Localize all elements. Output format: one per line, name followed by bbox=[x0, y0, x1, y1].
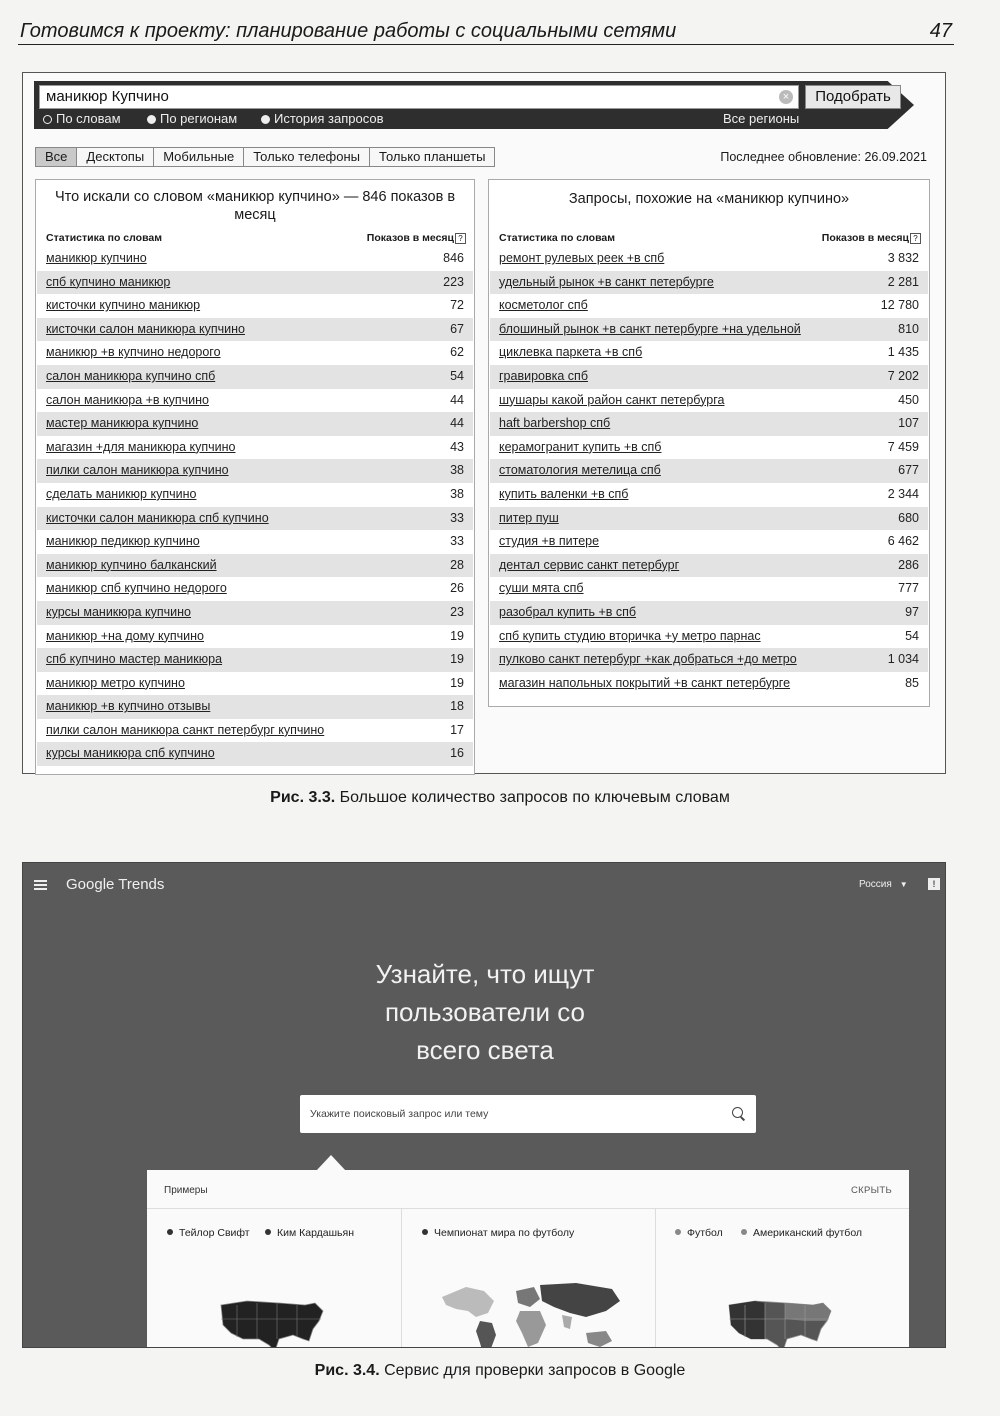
impressions-count: 85 bbox=[905, 675, 919, 690]
table-row bbox=[490, 436, 928, 460]
impressions-count: 7 459 bbox=[887, 439, 919, 454]
all-regions-link[interactable]: Все регионы bbox=[723, 111, 800, 126]
column-header-words: Статистика по словам bbox=[499, 232, 615, 244]
impressions-count: 67 bbox=[450, 321, 464, 336]
impressions-count: 38 bbox=[450, 463, 464, 478]
impressions-count: 54 bbox=[905, 628, 919, 643]
column-header-words: Статистика по словам bbox=[46, 232, 162, 244]
tab-phones-only[interactable]: Только телефоны bbox=[244, 147, 370, 167]
impressions-count: 44 bbox=[450, 392, 464, 407]
table-row bbox=[490, 577, 928, 601]
impressions-count: 223 bbox=[443, 274, 464, 289]
impressions-count: 43 bbox=[450, 439, 464, 454]
table-row bbox=[490, 625, 928, 649]
table-row bbox=[37, 507, 473, 531]
example-term: Ким Кардашьян bbox=[265, 1227, 354, 1239]
keyword-link[interactable]: haft barbershop спб bbox=[499, 416, 611, 431]
keyword-link[interactable]: курсы маникюра спб купчино bbox=[46, 746, 215, 761]
table-row bbox=[37, 318, 473, 342]
table-row bbox=[37, 601, 473, 625]
chapter-title: Готовимся к проекту: планирование работы с социальными сетями bbox=[20, 20, 677, 42]
table-row bbox=[37, 742, 473, 766]
table-row bbox=[490, 247, 928, 271]
table-row bbox=[490, 601, 928, 625]
google-trends-logo[interactable]: Google Trends bbox=[66, 876, 165, 893]
radio-icon bbox=[43, 115, 52, 124]
keyword-link[interactable]: курсы маникюра купчино bbox=[46, 604, 192, 619]
radio-by-regions[interactable]: По регионам bbox=[147, 111, 237, 127]
radio-icon bbox=[261, 115, 270, 124]
impressions-count: 23 bbox=[450, 604, 464, 619]
keyword-link[interactable]: шушары какой район санкт петербурга bbox=[499, 392, 725, 407]
tab-all[interactable]: Все bbox=[35, 147, 77, 167]
impressions-count: 846 bbox=[443, 251, 464, 265]
panel-title: Запросы, похожие на «маникюр купчино» bbox=[568, 191, 850, 207]
impressions-count: 677 bbox=[898, 463, 919, 478]
keyword-link[interactable]: ремонт рулевых реек +в спб bbox=[499, 251, 665, 265]
keyword-link[interactable]: салон маникюра +в купчино bbox=[46, 392, 210, 407]
impressions-count: 1 034 bbox=[887, 652, 919, 667]
keyword-link[interactable]: циклевка паркета +в спб bbox=[499, 345, 643, 360]
table-row bbox=[490, 318, 928, 342]
impressions-count: 33 bbox=[450, 510, 464, 525]
keyword-link[interactable]: маникюр купчино bbox=[46, 251, 147, 265]
keyword-link[interactable]: кисточки купчино маникюр bbox=[46, 298, 201, 313]
bullet-icon bbox=[422, 1229, 428, 1235]
keyword-list bbox=[37, 247, 473, 766]
table-row bbox=[490, 412, 928, 436]
menu-icon[interactable] bbox=[34, 880, 47, 890]
example-term: Чемпионат мира по футболу bbox=[422, 1227, 574, 1239]
figure-wordstat-screenshot bbox=[22, 72, 946, 774]
keyword-link[interactable]: кисточки салон маникюра спб купчино bbox=[46, 510, 269, 525]
figure-google-trends-screenshot bbox=[22, 862, 946, 1348]
help-icon[interactable]: ? bbox=[910, 233, 921, 244]
impressions-count: 26 bbox=[450, 581, 464, 596]
keyword-link[interactable]: мастер маникюра купчино bbox=[46, 416, 199, 431]
impressions-count: 6 462 bbox=[887, 534, 919, 549]
impressions-count: 44 bbox=[450, 416, 464, 431]
table-row bbox=[37, 695, 473, 719]
impressions-count: 54 bbox=[450, 368, 464, 383]
impressions-count: 97 bbox=[905, 604, 919, 619]
table-row bbox=[490, 530, 928, 554]
keyword-link[interactable]: спб купить студию вторичка +у метро парнас bbox=[499, 628, 761, 643]
example-card-football[interactable] bbox=[655, 1209, 909, 1348]
feedback-icon[interactable]: ! bbox=[928, 878, 940, 890]
impressions-count: 19 bbox=[450, 675, 464, 690]
bullet-icon bbox=[675, 1229, 681, 1235]
table-row bbox=[490, 672, 928, 696]
bullet-icon bbox=[265, 1229, 271, 1235]
keyword-link[interactable]: пилки салон маникюра купчино bbox=[46, 463, 229, 478]
keyword-link[interactable]: гравировка спб bbox=[499, 368, 588, 383]
submit-button[interactable]: Подобрать bbox=[805, 85, 901, 109]
hide-button[interactable]: СКРЫТЬ bbox=[851, 1185, 892, 1196]
keyword-link[interactable]: студия +в питере bbox=[499, 534, 600, 549]
impressions-count: 18 bbox=[450, 699, 464, 714]
impressions-count: 2 344 bbox=[887, 486, 919, 501]
keyword-link[interactable]: суши мята спб bbox=[499, 581, 584, 596]
keyword-link[interactable]: маникюр метро купчино bbox=[46, 675, 185, 690]
keyword-link[interactable]: сделать маникюр купчино bbox=[46, 486, 197, 501]
impressions-count: 810 bbox=[898, 321, 919, 336]
impressions-count: 19 bbox=[450, 652, 464, 667]
search-input[interactable]: Укажите поисковый запрос или тему bbox=[310, 1108, 489, 1120]
chevron-down-icon: ▼ bbox=[899, 880, 908, 889]
page-number: 47 bbox=[929, 20, 952, 42]
impressions-count: 28 bbox=[450, 557, 464, 572]
table-row bbox=[37, 672, 473, 696]
table-row bbox=[490, 389, 928, 413]
column-header-count: Показов в месяц ? bbox=[822, 231, 921, 245]
impressions-count: 777 bbox=[898, 581, 919, 596]
device-tabs bbox=[35, 147, 495, 167]
usa-map-icon bbox=[725, 1295, 835, 1348]
keyword-link[interactable]: спб купчино мастер маникюра bbox=[46, 652, 223, 667]
table-row bbox=[37, 247, 473, 271]
search-icon[interactable] bbox=[732, 1107, 743, 1118]
impressions-count: 286 bbox=[898, 557, 919, 572]
hero-heading: Узнайте, что ищут пользователи со всего света bbox=[375, 959, 595, 1065]
search-input[interactable]: маникюр Купчино bbox=[39, 85, 799, 109]
table-row bbox=[37, 271, 473, 295]
keyword-link[interactable]: питер пуш bbox=[499, 510, 559, 525]
impressions-count: 107 bbox=[898, 416, 919, 431]
radio-history[interactable]: История запросов bbox=[261, 111, 384, 127]
table-row bbox=[37, 365, 473, 389]
example-term: Футбол bbox=[675, 1227, 723, 1239]
table-row bbox=[37, 625, 473, 649]
examples-panel bbox=[147, 1170, 909, 1348]
keyword-list bbox=[490, 247, 928, 695]
examples-title: Примеры bbox=[164, 1185, 208, 1196]
table-row bbox=[37, 483, 473, 507]
left-panel-word-stats bbox=[35, 179, 475, 775]
clear-icon[interactable]: × bbox=[779, 90, 793, 104]
table-row bbox=[490, 459, 928, 483]
table-row bbox=[37, 341, 473, 365]
keyword-link[interactable]: магазин напольных покрытий +в санкт петербурге bbox=[499, 675, 791, 690]
table-row bbox=[37, 648, 473, 672]
impressions-count: 33 bbox=[450, 534, 464, 549]
table-row bbox=[490, 483, 928, 507]
table-row bbox=[490, 648, 928, 672]
impressions-count: 72 bbox=[450, 298, 464, 313]
table-row bbox=[490, 554, 928, 578]
table-row bbox=[37, 412, 473, 436]
table-row bbox=[37, 530, 473, 554]
table-row bbox=[37, 554, 473, 578]
keyword-link[interactable]: спб купчино маникюр bbox=[46, 274, 171, 289]
radio-by-words[interactable]: По словам bbox=[43, 111, 121, 127]
impressions-count: 3 832 bbox=[887, 251, 919, 265]
keyword-link[interactable]: салон маникюра купчино спб bbox=[46, 368, 216, 383]
radio-icon bbox=[147, 115, 156, 124]
world-map-icon bbox=[436, 1277, 626, 1348]
impressions-count: 38 bbox=[450, 486, 464, 501]
keyword-link[interactable]: маникюр +в купчино недорого bbox=[46, 345, 221, 360]
table-row bbox=[490, 294, 928, 318]
trends-search-box[interactable] bbox=[300, 1095, 756, 1133]
tab-tablets-only[interactable]: Только планшеты bbox=[370, 147, 495, 167]
keyword-link[interactable]: магазин +для маникюра купчино bbox=[46, 439, 236, 454]
bullet-icon bbox=[167, 1229, 173, 1235]
figure-caption-3-3: Рис. 3.3. Большое количество запросов по ключевым словам bbox=[270, 789, 730, 806]
help-icon[interactable]: ? bbox=[455, 233, 466, 244]
impressions-count: 7 202 bbox=[887, 368, 919, 383]
impressions-count: 450 bbox=[898, 392, 919, 407]
impressions-count: 17 bbox=[450, 722, 464, 737]
keyword-link[interactable]: пулково санкт петербург +как добраться +до метро bbox=[499, 652, 797, 667]
impressions-count: 680 bbox=[898, 510, 919, 525]
keyword-link[interactable]: купить валенки +в спб bbox=[499, 486, 629, 501]
tab-mobile[interactable]: Мобильные bbox=[154, 147, 244, 167]
example-card-celebrities[interactable] bbox=[147, 1209, 400, 1348]
table-row bbox=[490, 341, 928, 365]
column-header-count: Показов в месяц ? bbox=[367, 231, 466, 245]
trends-header bbox=[23, 863, 945, 909]
table-row bbox=[37, 294, 473, 318]
table-row bbox=[490, 365, 928, 389]
impressions-count: 2 281 bbox=[887, 274, 919, 289]
example-term: Тейлор Свифт bbox=[167, 1227, 250, 1239]
tab-desktops[interactable]: Десктопы bbox=[77, 147, 154, 167]
impressions-count: 1 435 bbox=[887, 345, 919, 360]
panel-title: Что искали со словом «маникюр купчино» — 846 показов в месяц bbox=[54, 189, 456, 223]
keyword-link[interactable]: маникюр спб купчино недорого bbox=[46, 581, 227, 596]
keyword-link[interactable]: маникюр купчино балканский bbox=[46, 557, 217, 572]
last-update-text: Последнее обновление: 26.09.2021 bbox=[720, 150, 927, 164]
example-term: Американский футбол bbox=[741, 1227, 862, 1239]
running-header bbox=[18, 18, 954, 45]
bullet-icon bbox=[741, 1229, 747, 1235]
keyword-link[interactable]: кисточки салон маникюра купчино bbox=[46, 321, 245, 336]
table-row bbox=[37, 389, 473, 413]
table-row bbox=[490, 271, 928, 295]
impressions-count: 19 bbox=[450, 628, 464, 643]
examples-pointer bbox=[316, 1155, 346, 1171]
keyword-link[interactable]: дентал сервис санкт петербург bbox=[499, 557, 680, 572]
right-panel-similar-queries bbox=[488, 179, 930, 707]
keyword-link[interactable]: маникюр +на дому купчино bbox=[46, 628, 205, 643]
table-row bbox=[37, 436, 473, 460]
impressions-count: 62 bbox=[450, 345, 464, 360]
keyword-link[interactable]: маникюр +в купчино отзывы bbox=[46, 699, 211, 714]
keyword-link[interactable]: стоматология метелица спб bbox=[499, 463, 661, 478]
keyword-link[interactable]: разобрал купить +в спб bbox=[499, 604, 637, 619]
impressions-count: 12 780 bbox=[880, 298, 919, 313]
keyword-link[interactable]: косметолог спб bbox=[499, 298, 588, 313]
keyword-link[interactable]: пилки салон маникюра санкт петербург купчино bbox=[46, 722, 325, 737]
keyword-link[interactable]: удельный рынок +в санкт петербурге bbox=[499, 274, 714, 289]
table-row bbox=[37, 719, 473, 743]
impressions-count: 16 bbox=[450, 746, 464, 761]
table-row bbox=[37, 459, 473, 483]
table-row bbox=[490, 507, 928, 531]
keyword-link[interactable]: керамогранит купить +в спб bbox=[499, 439, 662, 454]
keyword-link[interactable]: маникюр педикюр купчино bbox=[46, 534, 200, 549]
usa-map-icon bbox=[217, 1295, 327, 1348]
country-selector[interactable]: Россия ▼ bbox=[859, 879, 908, 890]
example-card-world-cup[interactable] bbox=[401, 1209, 656, 1348]
figure-caption-3-4: Рис. 3.4. Сервис для проверки запросов в Google bbox=[314, 1362, 686, 1379]
table-row bbox=[37, 577, 473, 601]
keyword-link[interactable]: блошиный рынок +в санкт петербурге +на удельной bbox=[499, 321, 801, 336]
